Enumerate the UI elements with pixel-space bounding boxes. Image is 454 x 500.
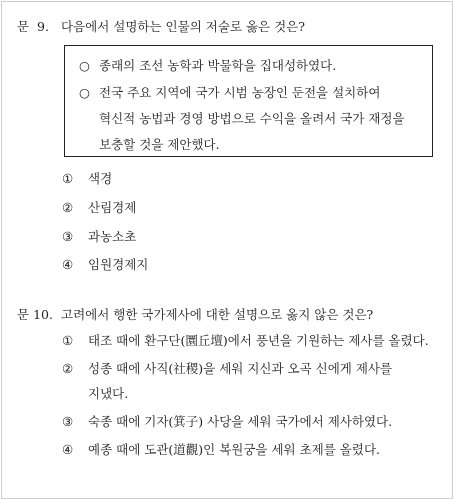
question-9-passage-box — [64, 45, 433, 157]
circle-bullet-icon: ○ — [79, 85, 90, 100]
option-number: ④ — [62, 442, 74, 457]
option-text: 태조 때에 환구단(圜丘壇)에서 풍년을 기원하는 제사를 올렸다. — [88, 333, 429, 348]
q9-option-1[interactable] — [62, 171, 112, 187]
option-number: ② — [62, 200, 74, 215]
q10-option-2[interactable] — [62, 361, 392, 377]
q9-option-4[interactable] — [62, 257, 148, 273]
option-number: ① — [62, 171, 74, 186]
option-text: 숙종 때에 기자(箕子) 사당을 세워 국가에서 제사하였다. — [88, 414, 393, 429]
q10-option-1[interactable] — [62, 333, 429, 349]
passage-item-continuation: 혁신적 농법과 경영 방법으로 수익을 올려서 국가 재정을 — [99, 111, 405, 126]
q10-option-4[interactable] — [62, 442, 380, 458]
question-number: 10. — [33, 307, 53, 322]
q9-option-3[interactable] — [62, 229, 136, 245]
passage-item — [79, 85, 380, 101]
passage-item — [79, 58, 336, 74]
question-10-header — [17, 307, 373, 323]
question-label: 문 — [17, 19, 30, 34]
question-number: 9. — [37, 19, 49, 34]
option-number: ③ — [62, 229, 74, 244]
option-text: 산림경제 — [88, 200, 137, 215]
option-number: ④ — [62, 257, 74, 272]
q9-option-2[interactable] — [62, 200, 136, 216]
option-text: 성종 때에 사직(社稷)을 세워 지신과 오곡 신에게 제사를 — [88, 361, 393, 376]
passage-item-text: 종래의 조선 농학과 박물학을 집대성하였다. — [99, 58, 337, 73]
option-number: ② — [62, 361, 74, 376]
q10-option-3[interactable] — [62, 414, 392, 430]
question-stem: 다음에서 설명하는 인물의 저술로 옳은 것은? — [61, 19, 305, 34]
circle-bullet-icon: ○ — [79, 58, 90, 73]
passage-item-continuation: 보충할 것을 제안했다. — [99, 137, 220, 152]
option-text: 색경 — [88, 171, 113, 186]
question-label: 문 — [17, 307, 30, 322]
option-text: 예종 때에 도관(道觀)인 복원궁을 세워 초제를 올렸다. — [88, 442, 380, 457]
passage-item-text: 전국 주요 지역에 국가 시범 농장인 둔전을 설치하여 — [99, 85, 381, 100]
option-number: ③ — [62, 414, 74, 429]
option-number: ① — [62, 333, 74, 348]
option-text: 임원경제지 — [88, 257, 149, 272]
question-9-header — [17, 19, 305, 35]
option-text: 과농소초 — [88, 229, 137, 244]
question-stem: 고려에서 행한 국가제사에 대한 설명으로 옳지 않은 것은? — [61, 307, 374, 322]
q10-option-2-continuation: 지냈다. — [88, 386, 129, 401]
